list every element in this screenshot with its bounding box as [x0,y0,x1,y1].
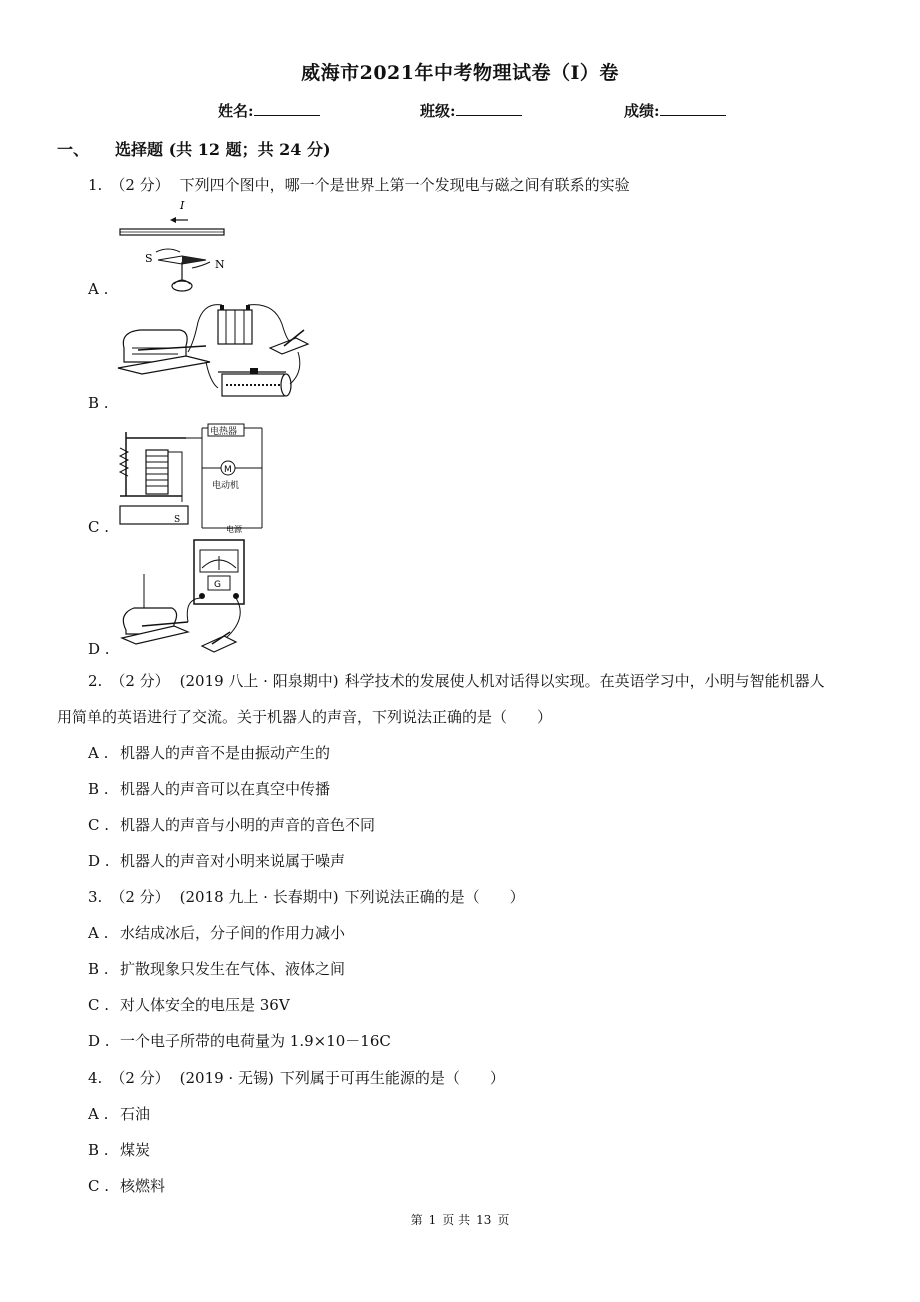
figure-d-meter-label: G [214,580,221,590]
footer-total-pages: 13 [476,1213,492,1227]
current-arrowhead [170,217,176,223]
option-text: 对人体安全的电压是 36V [120,996,290,1014]
question-4-stem [88,1067,505,1088]
switch-base[interactable] [202,636,236,652]
footer-suffix: 页 [497,1213,510,1227]
wire [248,305,290,342]
option-letter: D . [88,852,110,870]
question-2-stem [88,670,825,691]
question-text: 下列说法正确的是（ ） [344,888,525,906]
option-text: 石油 [120,1105,151,1123]
question-3-option-a[interactable] [88,922,345,943]
option-letter: C . [88,816,110,834]
question-1-option-c[interactable] [88,518,120,536]
footer-prefix: 第 [410,1213,423,1227]
option-letter: D . [88,640,110,658]
name-field[interactable] [218,100,320,121]
grade-label: 成绩: [624,102,660,120]
figure-c-power-label: 电源 [226,525,242,534]
class-label: 班级: [420,102,456,120]
figure-a-south-label: S [145,252,153,265]
question-number: 1. [88,176,103,194]
question-text: 下列四个图中，哪一个是世界上第一个发现电与磁之间有联系的实验 [179,176,630,194]
footer-mid: 页 共 [442,1213,471,1227]
option-text: 煤炭 [120,1141,151,1159]
option-text: 机器人的声音对小明来说属于噪声 [120,852,346,870]
question-number: 3. [88,888,103,906]
question-text: 下列属于可再生能源的是（ ） [279,1069,505,1087]
question-3-option-b[interactable] [88,958,345,979]
question-1-option-a[interactable] [88,280,120,298]
question-1-option-d[interactable] [88,640,120,658]
question-2-stem-continued: 用简单的英语进行了交流。关于机器人的声音，下列说法正确的是（ ） [57,708,553,726]
question-score: （2 分） [110,888,170,906]
battery-terminal [246,305,250,310]
page-footer [0,1211,920,1228]
question-4-option-b[interactable] [88,1139,150,1160]
option-text: 核燃料 [120,1177,166,1195]
figure-d-galvanometer-experiment [114,538,248,654]
option-text: 机器人的声音不是由振动产生的 [120,744,331,762]
question-4-option-c[interactable] [88,1175,165,1196]
option-letter: A . [88,924,109,942]
section-title: 选择题 (共 12 题；共 24 分) [115,140,331,159]
option-letter: A . [88,280,109,298]
compass-needle-north [182,256,206,264]
question-1-stem [88,174,630,195]
question-text-line1: 科学技术的发展使人机对话得以实现。在英语学习中，小明与智能机器人 [344,672,825,690]
question-score: （2 分） [110,1069,170,1087]
question-1-option-b[interactable] [88,394,120,412]
class-field[interactable] [420,100,522,121]
option-letter: B . [88,1141,109,1159]
footer-page-number: 1 [428,1213,437,1227]
option-letter: D . [88,1032,110,1050]
wire [188,305,222,352]
question-3-option-d[interactable] [88,1030,391,1051]
question-number: 4. [88,1069,103,1087]
option-letter: C . [88,1177,110,1195]
question-3-option-c[interactable] [88,994,290,1015]
option-text: 机器人的声音可以在真空中传播 [120,780,331,798]
option-letter: C . [88,996,110,1014]
question-2-option-a[interactable] [88,742,330,763]
rotation-arc-right [192,262,210,268]
question-source: (2019 · 无锡) [179,1069,274,1087]
figure-a-north-label: N [215,258,225,271]
question-score: （2 分） [110,176,170,194]
rheostat-end [281,374,291,396]
question-4-option-a[interactable] [88,1103,150,1124]
name-label: 姓名: [218,102,254,120]
class-blank[interactable] [456,101,522,116]
option-letter: A . [88,744,109,762]
figure-c-relay-circuit [116,422,266,534]
option-text: 机器人的声音与小明的声音的音色不同 [120,816,376,834]
figure-c-motor-label: 电动机 [212,481,240,491]
option-text: 水结成冰后，分子间的作用力减小 [120,924,346,942]
section-heading [57,137,331,160]
option-letter: B . [88,960,109,978]
wire [290,352,300,384]
grade-blank[interactable] [660,101,726,116]
figure-a-current-label: I [180,199,185,212]
figure-b-induction-experiment [114,302,314,408]
question-score: （2 分） [110,672,170,690]
battery-terminal [220,305,224,310]
question-3-stem [88,886,525,907]
rotation-arc-top [156,249,180,252]
relay-spring [120,448,128,476]
rheostat-slider[interactable] [250,368,258,374]
figure-c-motor-symbol: M [224,465,232,475]
question-2-option-c[interactable] [88,814,375,835]
section-number: 一、 [57,140,90,159]
question-source: (2019 八上 · 阳泉期中) [179,672,339,690]
electromagnet-coil [146,450,168,494]
page-title: 威海市2021年中考物理试卷（I）卷 [301,62,619,84]
figure-c-switch-label: S [174,515,181,525]
option-letter: B . [88,780,109,798]
wire [206,362,218,388]
option-text: 一个电子所带的电荷量为 1.9×10－16C [120,1032,391,1050]
grade-field[interactable] [624,100,726,121]
option-letter: A . [88,1105,109,1123]
switch-base[interactable] [270,338,308,354]
option-letter: C . [88,518,110,536]
figure-c-heater-label: 电热器 [210,427,238,437]
name-blank[interactable] [254,101,320,116]
option-letter: B . [88,394,109,412]
question-number: 2. [88,672,103,690]
question-2-option-d[interactable] [88,850,345,871]
question-source: (2018 九上 · 长春期中) [179,888,339,906]
wire [168,452,182,502]
question-2-option-b[interactable] [88,778,330,799]
option-text: 扩散现象只发生在气体、液体之间 [120,960,346,978]
figure-a-oersted-experiment [116,196,226,298]
